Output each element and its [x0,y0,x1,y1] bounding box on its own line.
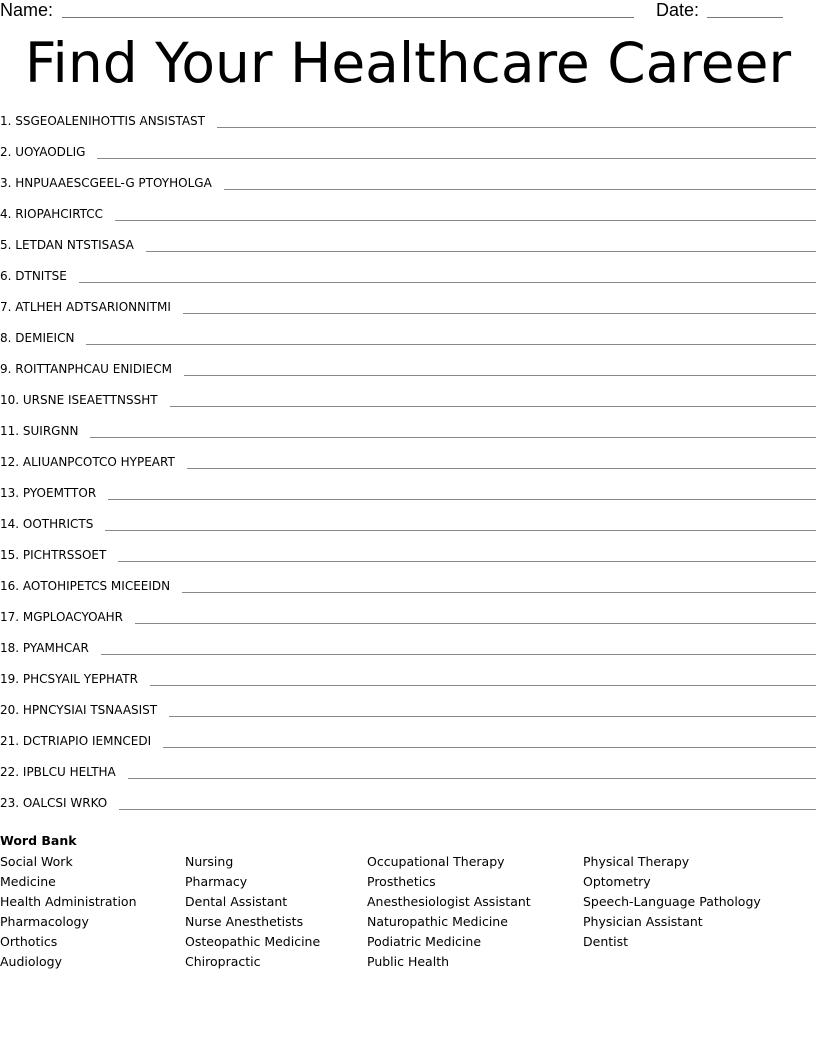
answer-line[interactable] [105,515,816,531]
puzzle-item [0,639,816,670]
scrambled-word: 1. SSGEOALENIHOTTIS ANSISTAST [0,114,206,128]
scrambled-word: 8. DEMIEICN [0,331,75,345]
answer-line[interactable] [163,732,816,748]
puzzle-item [0,298,816,329]
name-date-header [0,0,816,22]
word-bank-column-3 [367,852,531,972]
answer-line[interactable] [146,236,816,252]
puzzle-item [0,360,816,391]
answer-line[interactable] [119,794,816,810]
answer-line[interactable] [135,608,816,624]
word-bank-title: Word Bank [0,833,77,848]
answer-line[interactable] [150,670,816,686]
word-bank-item: Dental Assistant [185,894,288,909]
scrambled-word: 5. LETDAN NTSTISASA [0,238,134,252]
puzzle-item [0,670,816,701]
puzzle-item [0,329,816,360]
word-bank-item: Orthotics [0,934,58,949]
word-bank-item: Naturopathic Medicine [367,914,508,929]
puzzle-item [0,515,816,546]
puzzle-item [0,484,816,515]
answer-line[interactable] [86,329,816,345]
word-bank-item: Pharmacy [185,874,248,889]
scrambled-word: 17. MGPLOACYOAHR [0,610,123,624]
word-bank-item: Physician Assistant [583,914,703,929]
scrambled-word: 19. PHCSYAIL YEPHATR [0,672,138,686]
word-bank-item: Osteopathic Medicine [185,934,321,949]
word-bank-item: Nurse Anesthetists [185,914,304,929]
answer-line[interactable] [224,174,816,190]
word-bank-column-4 [583,852,761,952]
word-bank-item: Occupational Therapy [367,854,505,869]
puzzle-item [0,794,816,825]
scrambled-word: 3. HNPUAAESCGEEL-G PTOYHOLGA [0,176,212,190]
puzzle-item [0,236,816,267]
word-bank-item: Anesthesiologist Assistant [367,894,531,909]
page-title: Find Your Healthcare Career [24,31,792,95]
scrambled-word: 7. ATLHEH ADTSARIONNITMI [0,300,171,314]
name-label: Name: [0,0,54,20]
word-bank-item: Dentist [583,934,629,949]
word-bank-item: Optometry [583,874,651,889]
answer-line[interactable] [97,143,816,159]
puzzle-item [0,577,816,608]
word-bank-item: Physical Therapy [583,854,690,869]
word-bank-column-2 [185,852,320,972]
answer-line[interactable] [182,577,816,593]
scrambled-word: 16. AOTOHIPETCS MICEEIDN [0,579,171,593]
puzzle-item [0,267,816,298]
puzzle-item [0,391,816,422]
scrambled-word: 10. URSNE ISEAETTNSSHT [0,393,158,407]
word-bank-item: Medicine [0,874,56,889]
puzzle-list [0,112,816,825]
scrambled-word: 9. ROITTANPHCAU ENIDIECM [0,362,172,376]
scrambled-word: 4. RIOPAHCIRTCC [0,207,104,221]
answer-line[interactable] [118,546,816,562]
scrambled-word: 22. IPBLCU HELTHA [0,765,116,779]
scrambled-word: 13. PYOEMTTOR [0,486,97,500]
puzzle-item [0,422,816,453]
answer-line[interactable] [90,422,816,438]
scrambled-word: 23. OALCSI WRKO [0,796,108,810]
puzzle-item [0,453,816,484]
answer-line[interactable] [183,298,816,314]
name-field-line[interactable] [62,17,634,18]
answer-line[interactable] [187,453,816,469]
answer-line[interactable] [115,205,816,221]
puzzle-item [0,701,816,732]
answer-line[interactable] [217,112,816,128]
word-bank-item: Pharmacology [0,914,89,929]
puzzle-item [0,205,816,236]
scrambled-word: 15. PICHTRSSOET [0,548,107,562]
scrambled-word: 20. HPNCYSIAI TSNAASIST [0,703,158,717]
word-bank-item: Public Health [367,954,450,969]
word-bank-item: Audiology [0,954,62,969]
word-bank-item: Health Administration [0,894,137,909]
date-field-line[interactable] [707,17,783,18]
date-label: Date: [656,0,700,20]
scrambled-word: 12. ALIUANPCOTCO HYPEART [0,455,175,469]
word-bank-item: Nursing [185,854,234,869]
scrambled-word: 18. PYAMHCAR [0,641,89,655]
word-bank [0,832,816,969]
puzzle-item [0,174,816,205]
word-bank-item: Podiatric Medicine [367,934,482,949]
puzzle-item [0,143,816,174]
answer-line[interactable] [169,701,816,717]
answer-line[interactable] [101,639,816,655]
answer-line[interactable] [184,360,816,376]
scrambled-word: 11. SUIRGNN [0,424,79,438]
puzzle-item [0,546,816,577]
word-bank-item: Prosthetics [367,874,436,889]
puzzle-item [0,763,816,794]
word-bank-item: Social Work [0,854,73,869]
word-bank-item: Speech-Language Pathology [583,894,761,909]
puzzle-item [0,112,816,143]
answer-line[interactable] [108,484,816,500]
word-bank-column-1 [0,852,137,972]
scrambled-word: 21. DCTRIAPIO IEMNCEDI [0,734,152,748]
puzzle-item [0,608,816,639]
answer-line[interactable] [79,267,816,283]
word-bank-item: Chiropractic [185,954,261,969]
scrambled-word: 2. UOYAODLIG [0,145,86,159]
answer-line[interactable] [170,391,816,407]
scrambled-word: 14. OOTHRICTS [0,517,94,531]
scrambled-word: 6. DTNITSE [0,269,67,283]
puzzle-item [0,732,816,763]
answer-line[interactable] [128,763,816,779]
